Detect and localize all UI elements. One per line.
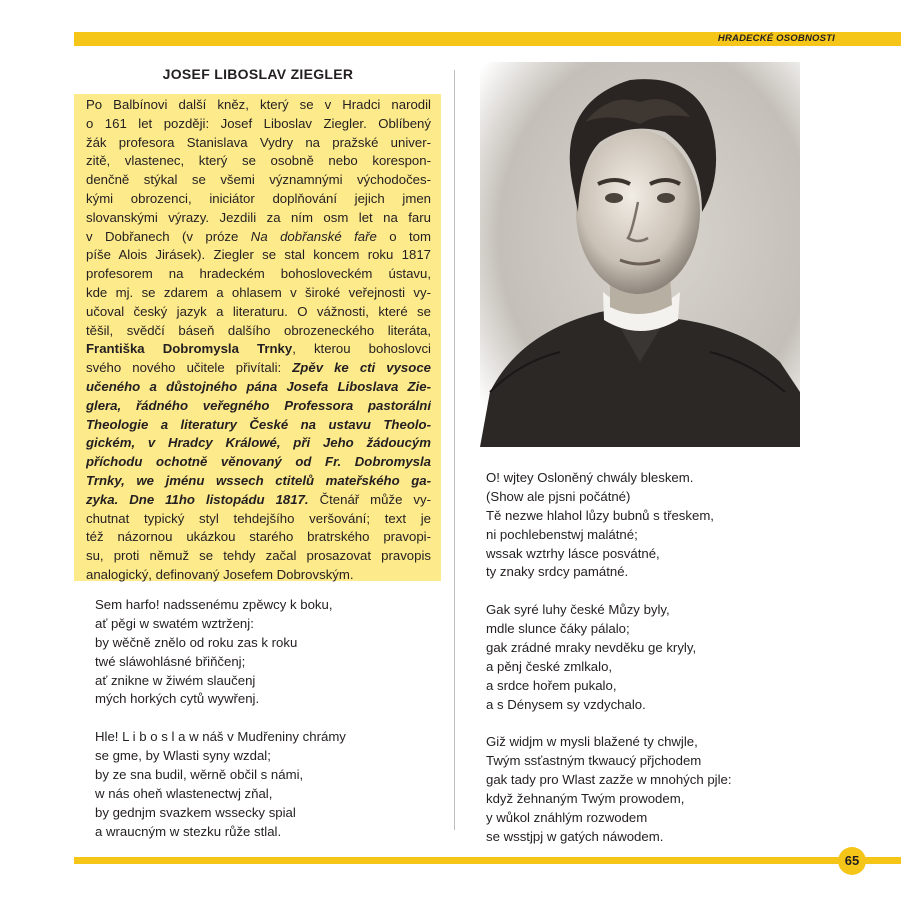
biography-line: [86, 434, 431, 453]
poem-line: mdle slunce čáky pálalo;: [486, 621, 630, 637]
biography-line: [86, 228, 431, 247]
poem-line: O! wjtey Osloněný chwály bleskem.: [486, 470, 694, 485]
biography-line: [86, 566, 431, 585]
biography-line: [86, 152, 431, 171]
poem-line: mých horkých cytů wywřenj.: [95, 691, 260, 707]
poem-line: gak zrádné mraky nevděku ge kryly,: [486, 640, 697, 656]
biography-text: píše Alois Jirásek). Ziegler se stal koncem roku 1817: [86, 247, 431, 263]
biography-text: su, proti němuž se tehdy začal prosazovat pravopis: [86, 548, 431, 564]
poem-line: a s Dénysem sy vzdychalo.: [486, 696, 646, 712]
biography-line: [86, 491, 431, 510]
article-title: JOSEF LIBOSLAV ZIEGLER: [162, 66, 354, 82]
poem-stanza: [486, 469, 732, 582]
poem-line: ni pochlebenstwj malátné;: [486, 526, 638, 542]
biography-line: [86, 303, 431, 322]
poem-line: wssak wztrhy lásce posvátné,: [486, 545, 660, 561]
biography-text: analogický, definovaný Josefem Dobrovským.: [86, 566, 354, 582]
poem-line: Hle! L i b o s l a w náš v Mudřeniny chrámy: [95, 729, 346, 745]
biography-line: [86, 378, 431, 397]
biography-line: [86, 115, 431, 134]
biography-text: Františka Dobromysla Trnky: [86, 341, 293, 357]
biography-line: [86, 359, 431, 378]
biography-text: o 161 let později: Josef Liboslav Ziegler. Oblíbený: [86, 115, 431, 131]
poem-line: Gak syré luhy české Můzy byly,: [486, 602, 670, 618]
poem-line: gak tady pro Wlast zazže w mnohých pjle:: [486, 772, 732, 788]
poem-line: Twým ssťastným tkwaucý přjchodem: [486, 753, 702, 769]
poem-line: by gednjm svazkem wssecky spial: [95, 804, 296, 820]
biography-text: Theologie a literatury České na ustavu Theolo-: [86, 416, 431, 432]
biography-text: svého nového učitele přivítali:: [86, 360, 293, 376]
biography-text: Na dobřanské faře: [250, 228, 377, 244]
biography-text: o tom: [376, 228, 431, 244]
poem-line: by ze sna budil, wěrně občil s námi,: [95, 767, 304, 783]
biography-line: [86, 397, 431, 416]
footer-bar: [74, 857, 901, 864]
biography-text: též názornou ukázkou starého bratrského pravopi-: [86, 529, 431, 545]
biography-text: zitě, vlastenec, který se osobně nebo korespon-: [86, 153, 431, 169]
biography-box: [74, 94, 441, 581]
biography-line: [86, 171, 431, 190]
poem-line: ať pěgi w swatém wztrženj:: [95, 615, 254, 631]
poem-line: ty znaky srdcy památné.: [486, 564, 629, 580]
biography-text: zyka. Dne 11ho listopádu 1817.: [86, 491, 309, 507]
poem-stanza: [486, 733, 732, 846]
biography-line: [86, 510, 431, 529]
poem-line: Giž widjm w mysli blažené ty chwjle,: [486, 734, 698, 750]
biography-text: Zpěv ke cti vysoce: [292, 360, 431, 376]
poem-line: y wůkol znáhlým rozwodem: [486, 810, 648, 826]
biography-text: , kterou bohoslovci: [292, 341, 431, 357]
poem-stanza: [95, 728, 346, 841]
poem-line: a srdce hořem pukalo,: [486, 677, 617, 693]
biography-text: kde mj. se zdarem a ohlasem v široké veřejnosti vy-: [86, 284, 431, 300]
biography-line: [86, 416, 431, 435]
biography-text: příchodu ochotně věnovaný od Fr. Dobromysla: [86, 454, 431, 470]
poem-right-column: [486, 469, 732, 866]
poem-line: a wraucným w stezku růže stlal.: [95, 823, 282, 839]
biography-text: kými obrozenci, iniciátor doplňování jejich jmen: [86, 190, 431, 206]
biography-line: [86, 340, 431, 359]
biography-text: chutnat typický styl tehdejšího veršování; text je: [86, 510, 431, 526]
poem-line: by wěčně znělo od roku zas k roku: [95, 634, 298, 650]
biography-text: gickém, v Hradcy Králowé, při Jeho žádoucým: [86, 435, 431, 451]
biography-text: glera, řádného veřegného Professora pastorální: [86, 397, 431, 413]
poem-line: w nás oheň wlastenectwj zňal,: [95, 785, 273, 801]
poem-line: Sem harfo! nadssenému zpěwcy k boku,: [95, 597, 333, 612]
biography-line: [86, 528, 431, 547]
poem-line: ať znikne w žiwém slaučenj: [95, 672, 256, 688]
biography-line: [86, 322, 431, 341]
biography-text: žák profesora Stanislava Vydry na pražské univer-: [86, 134, 431, 150]
biography-text: v Dobřanech (v próze: [86, 228, 251, 244]
poem-line: se gme, by Wlasti syny wzdal;: [95, 748, 271, 764]
biography-text: učeného a důstojného pána Josefa Liboslava Zie-: [86, 378, 431, 394]
biography-text: slovanskými výrazy. Jezdili za ním osm let na faru: [86, 209, 431, 225]
biography-text: Čtenář může vy-: [308, 491, 431, 507]
biography-text: Trnky, we jménu wssech ctitelů mateřského ga-: [86, 472, 431, 488]
biography-line: [86, 96, 431, 115]
biography-text: učoval český jazyk a literaturu. O vážnosti, které se: [86, 303, 431, 319]
biography-line: [86, 284, 431, 303]
header-bar: [74, 32, 901, 46]
poem-line: když žehnaným Twým prowodem,: [486, 791, 685, 807]
biography-text: denčně stýkal se všemi významnými východočes-: [86, 172, 431, 188]
poem-stanza: [486, 601, 732, 714]
poem-line: (Show ale pjsni počátné): [486, 488, 631, 504]
poem-line: Tě nezwe hlahol lůzy bubnů s třeskem,: [486, 507, 714, 523]
biography-line: [86, 265, 431, 284]
biography-line: [86, 190, 431, 209]
section-title: HRADECKÉ OSOBNOSTI: [717, 33, 835, 44]
page-number: 65: [838, 847, 866, 875]
biography-line: [86, 453, 431, 472]
biography-text: profesorem na hradeckém bohosloveckém ústavu,: [86, 266, 431, 282]
poem-stanza: [95, 596, 346, 709]
biography-line: [86, 246, 431, 265]
biography-line: [86, 472, 431, 491]
poem-left-column: [95, 596, 346, 860]
poem-line: a pěnj české zmlkalo,: [486, 658, 613, 674]
column-divider: [454, 70, 455, 830]
biography-line: [86, 134, 431, 153]
poem-line: twé sláwohlásné břiňčenj;: [95, 653, 246, 669]
biography-text: Po Balbínovi další kněz, který se v Hradci narodil: [86, 97, 431, 112]
poem-line: se wsstjpj w gatých náwodem.: [486, 828, 664, 844]
biography-text: těšil, svědčí báseň dalšího obrozeneckého literáta,: [86, 322, 431, 338]
biography-line: [86, 209, 431, 228]
biography-line: [86, 547, 431, 566]
portrait-illustration: [480, 62, 800, 447]
